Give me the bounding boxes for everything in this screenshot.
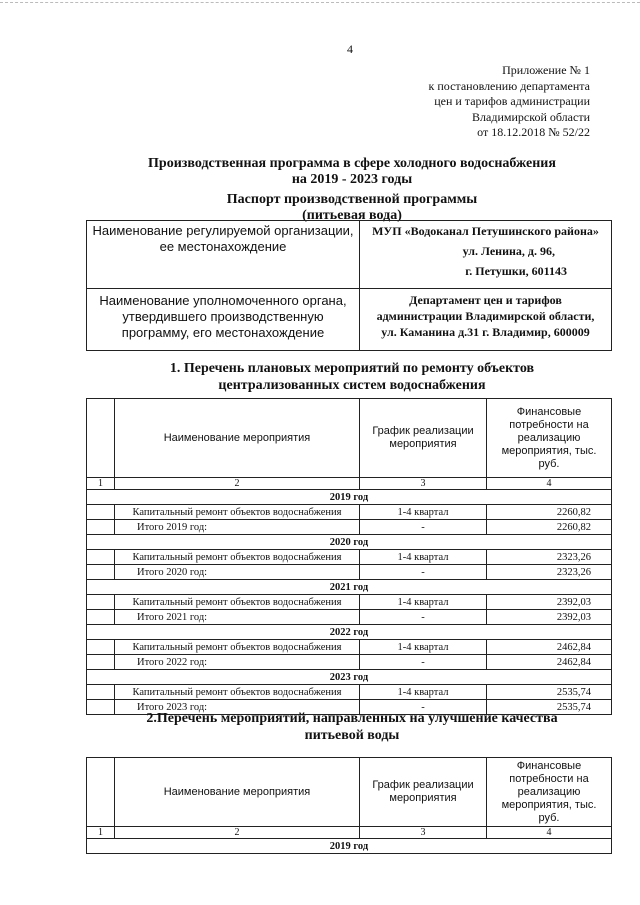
event-schedule: 1-4 квартал (360, 505, 487, 520)
event-amount: 2535,74 (487, 685, 612, 700)
table-row (87, 640, 612, 655)
table-row (87, 550, 612, 565)
header-col3: График реализации мероприятия (360, 758, 487, 827)
header-col4: Финансовые потребности на реализацию мероприятия, тыс. руб. (487, 399, 612, 478)
total-amount: 2535,74 (487, 700, 612, 715)
page-top-edge (0, 2, 640, 3)
title-line: (питьевая вода) (302, 208, 402, 223)
event-name: Капитальный ремонт объектов водоснабжения (115, 685, 360, 700)
total-amount: 2260,82 (487, 520, 612, 535)
header-col2: Наименование мероприятия (115, 758, 360, 827)
total-label: Итого 2019 год: (115, 520, 360, 535)
org-value (360, 221, 612, 289)
year-row (87, 839, 612, 854)
header-col3: График реализации мероприятия (360, 399, 487, 478)
col-number: 3 (360, 827, 487, 839)
year-label: 2019 год (87, 490, 612, 505)
total-schedule: - (360, 655, 487, 670)
header-col1 (87, 399, 115, 478)
total-schedule: - (360, 520, 487, 535)
passport-table (86, 220, 612, 351)
event-schedule: 1-4 квартал (360, 595, 487, 610)
authority-value (360, 289, 612, 351)
document-title (60, 156, 640, 224)
section2-title (60, 710, 640, 744)
row-index-cell (87, 610, 115, 625)
approval-line: Приложение № 1 (502, 63, 590, 77)
total-label: Итого 2023 год: (115, 700, 360, 715)
header-col4: Финансовые потребности на реализацию мероприятия, тыс. руб. (487, 758, 612, 827)
total-label: Итого 2021 год: (115, 610, 360, 625)
approval-line: Владимирской области (472, 109, 590, 124)
table-header (87, 758, 612, 827)
col-number: 1 (87, 478, 115, 490)
year-label: 2019 год (87, 839, 612, 854)
row-index-cell (87, 520, 115, 535)
table-row (87, 685, 612, 700)
column-numbers (87, 827, 612, 839)
year-label: 2022 год (87, 625, 612, 640)
event-schedule: 1-4 квартал (360, 640, 487, 655)
section1-table (86, 398, 612, 715)
year-row (87, 580, 612, 595)
event-name: Капитальный ремонт объектов водоснабжения (115, 640, 360, 655)
title-line: Производственная программа в сфере холодного водоснабжения (148, 156, 556, 171)
row-index-cell (87, 595, 115, 610)
total-row (87, 610, 612, 625)
authority-label: Наименование уполномоченного органа, утвердившего производственную программу, его местонахождение (87, 289, 360, 351)
authority-line: ул. Каманина д.31 г. Владимир, 600009 (381, 325, 590, 339)
year-label: 2023 год (87, 670, 612, 685)
page-number: 4 (347, 42, 353, 56)
header-col1 (87, 758, 115, 827)
approval-block (360, 63, 590, 141)
row-index-cell (87, 550, 115, 565)
year-row (87, 625, 612, 640)
year-label: 2020 год (87, 535, 612, 550)
total-label: Итого 2022 год: (115, 655, 360, 670)
approval-line: к постановлению департамента (428, 78, 590, 93)
table-row (87, 595, 612, 610)
event-schedule: 1-4 квартал (360, 550, 487, 565)
row-index-cell (87, 565, 115, 580)
section-title-line: 1. Перечень плановых мероприятий по ремонту объектов (169, 361, 535, 376)
passport-row-authority (87, 289, 612, 351)
event-name: Капитальный ремонт объектов водоснабжения (115, 595, 360, 610)
event-amount: 2462,84 (487, 640, 612, 655)
authority-line: Департамент цен и тарифов (409, 293, 562, 307)
total-schedule: - (360, 700, 487, 715)
approval-line: цен и тарифов администрации (434, 94, 590, 108)
total-amount: 2323,26 (487, 565, 612, 580)
section-title-line: питьевой воды (304, 728, 400, 743)
org-label: Наименование регулируемой организации, ее местонахождение (87, 221, 360, 289)
event-name: Капитальный ремонт объектов водоснабжения (115, 505, 360, 520)
total-label: Итого 2020 год: (115, 565, 360, 580)
year-row (87, 535, 612, 550)
total-row (87, 520, 612, 535)
column-numbers (87, 478, 612, 490)
section-title-line: 2.Перечень мероприятий, направленных на улучшение качества (146, 711, 558, 726)
year-row (87, 670, 612, 685)
col-number: 4 (487, 478, 612, 490)
approval-line: от 18.12.2018 № 52/22 (477, 125, 590, 139)
org-name: МУП «Водоканал Петушинского района» (372, 224, 599, 238)
table-row (87, 505, 612, 520)
total-schedule: - (360, 565, 487, 580)
title-line: Паспорт производственной программы (226, 192, 478, 207)
col-number: 2 (115, 478, 360, 490)
event-name: Капитальный ремонт объектов водоснабжения (115, 550, 360, 565)
year-label: 2021 год (87, 580, 612, 595)
total-row (87, 565, 612, 580)
total-row (87, 655, 612, 670)
total-amount: 2392,03 (487, 610, 612, 625)
org-street: ул. Ленина, д. 96, (462, 244, 555, 258)
total-schedule: - (360, 610, 487, 625)
event-schedule: 1-4 квартал (360, 685, 487, 700)
col-number: 4 (487, 827, 612, 839)
section-title-line: централизованных систем водоснабжения (218, 378, 486, 393)
year-row (87, 490, 612, 505)
col-number: 3 (360, 478, 487, 490)
event-amount: 2260,82 (487, 505, 612, 520)
row-index-cell (87, 685, 115, 700)
authority-line: администрации Владимирской области, (376, 309, 595, 323)
event-amount: 2392,03 (487, 595, 612, 610)
org-city: г. Петушки, 601143 (465, 264, 567, 278)
passport-row-organization (87, 221, 612, 289)
title-line: на 2019 - 2023 годы (291, 172, 413, 187)
total-amount: 2462,84 (487, 655, 612, 670)
section1-title (60, 360, 640, 394)
row-index-cell (87, 505, 115, 520)
section2-table (86, 757, 612, 854)
header-col2: Наименование мероприятия (115, 399, 360, 478)
col-number: 1 (87, 827, 115, 839)
event-amount: 2323,26 (487, 550, 612, 565)
row-index-cell (87, 640, 115, 655)
col-number: 2 (115, 827, 360, 839)
row-index-cell (87, 655, 115, 670)
table-header (87, 399, 612, 478)
